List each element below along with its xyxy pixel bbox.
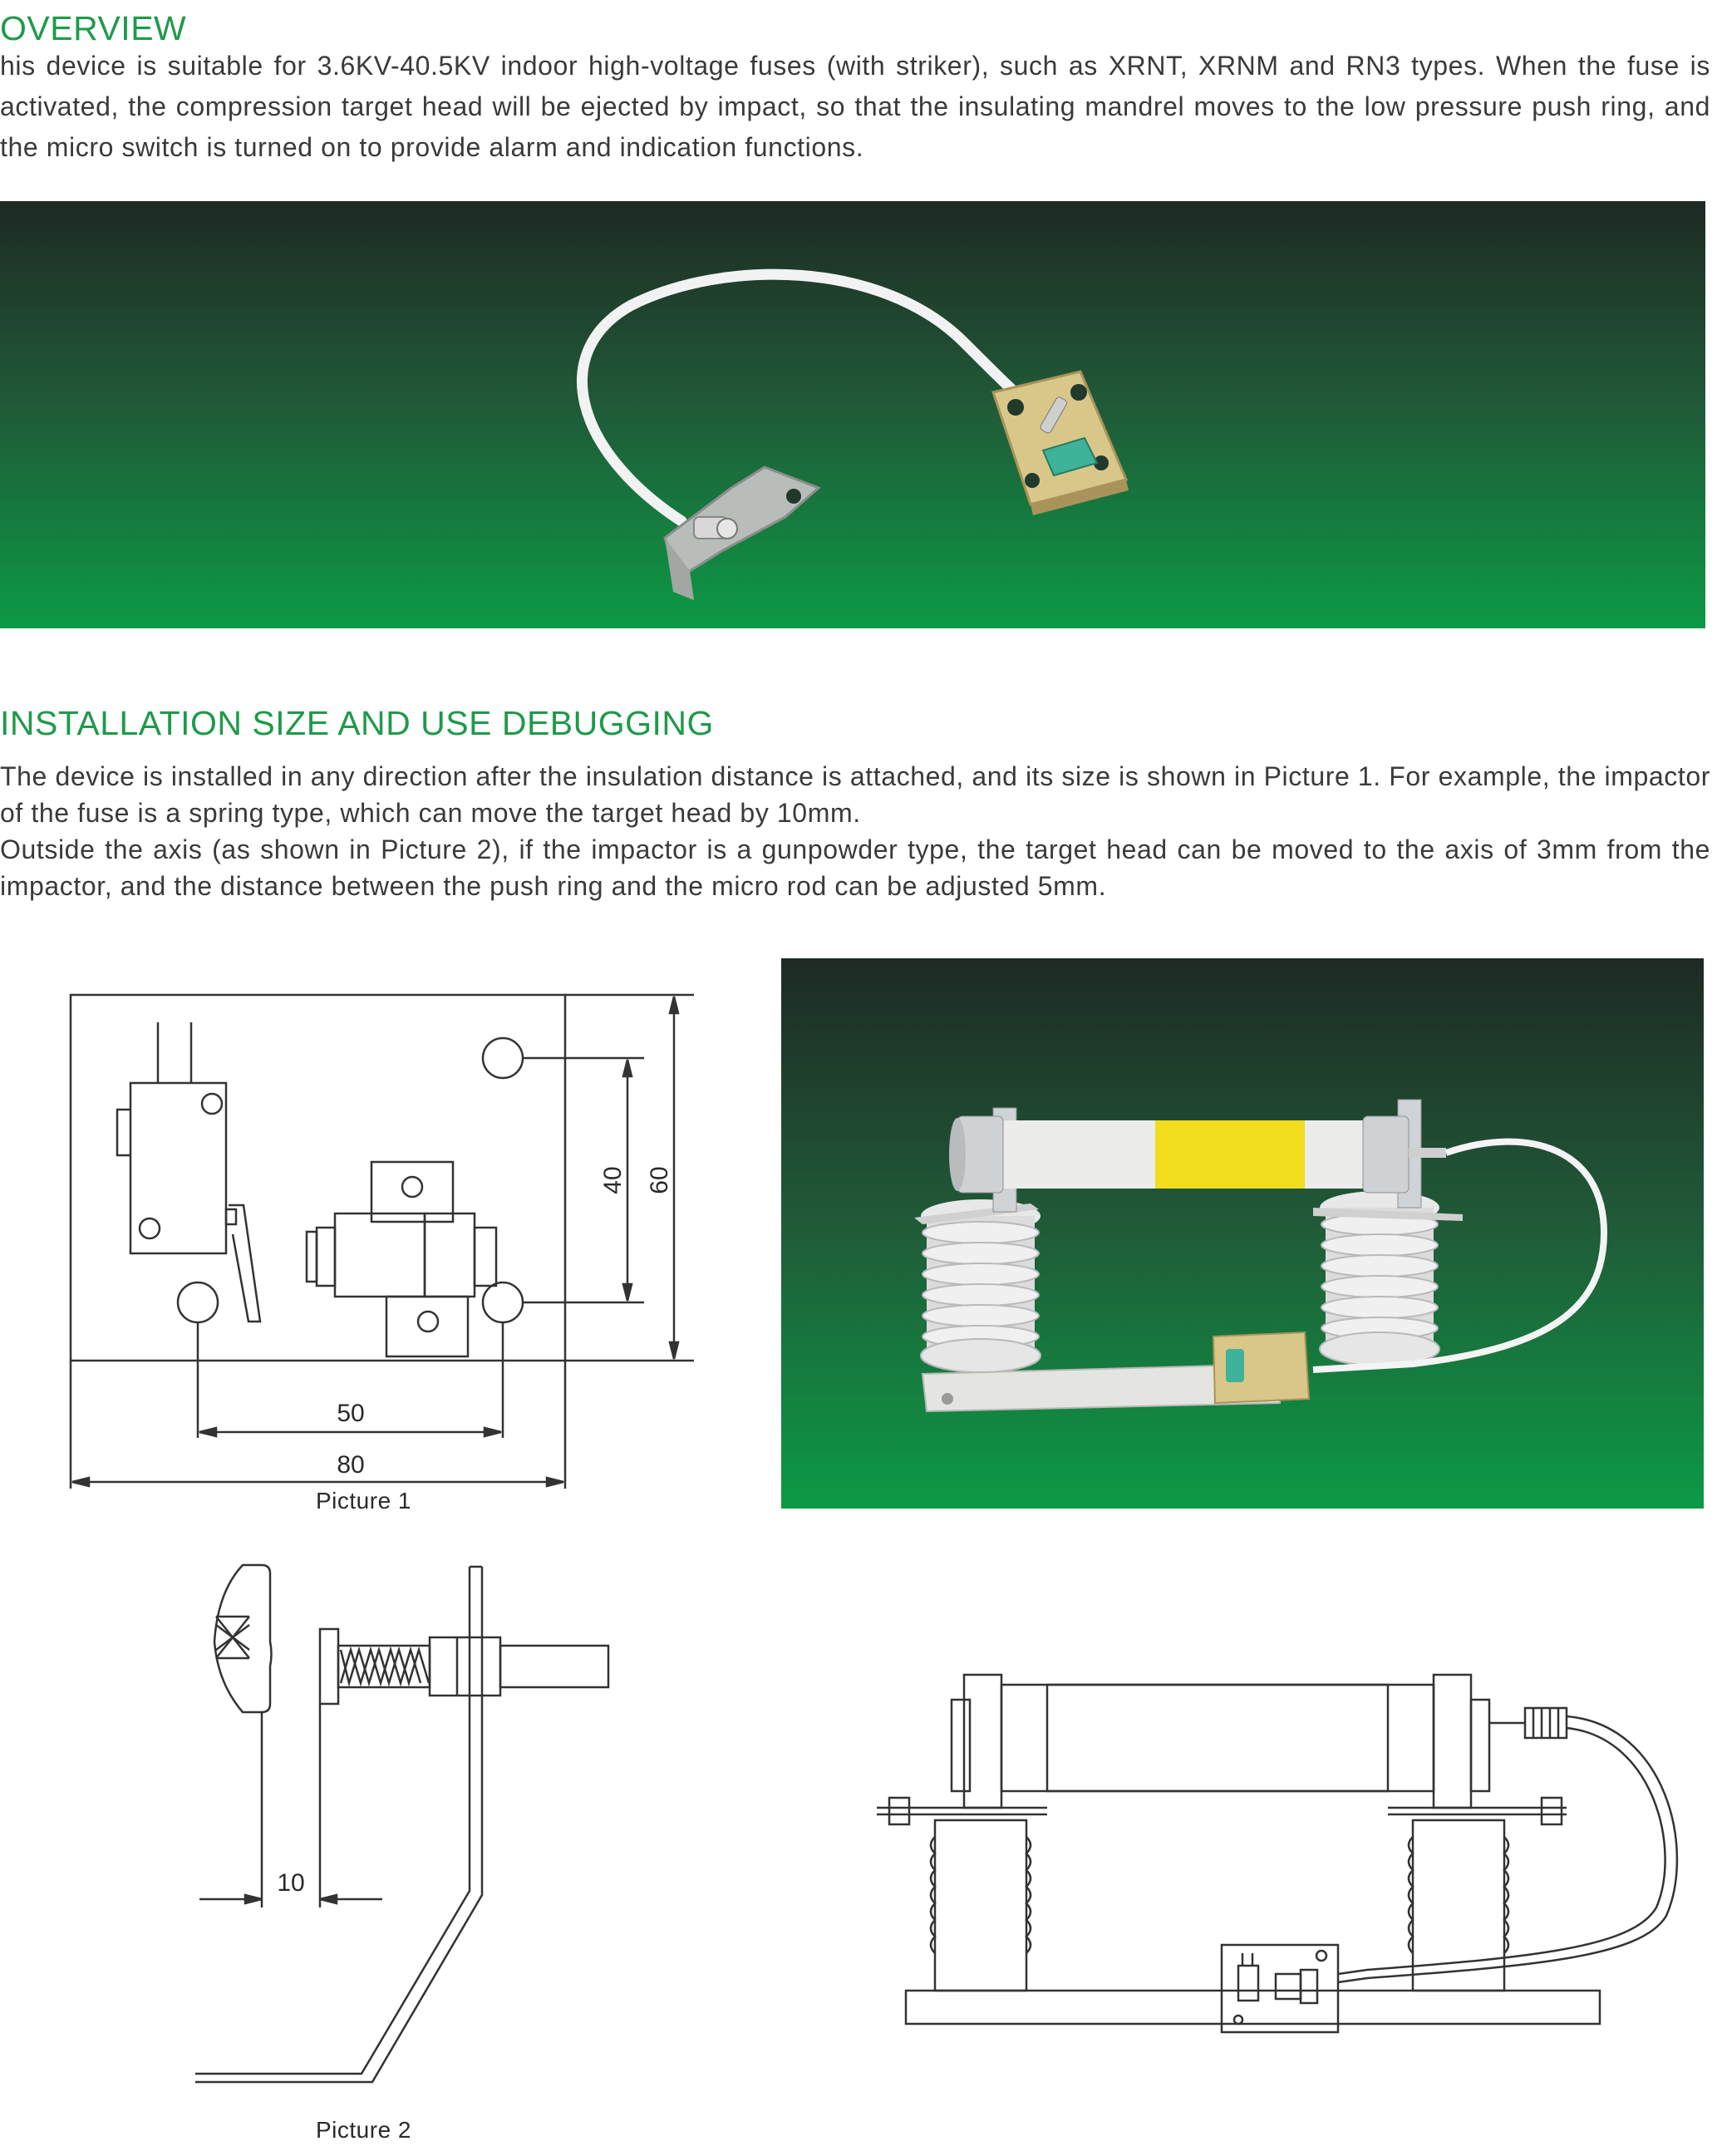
dim-60-label: 60 xyxy=(646,1166,673,1194)
picture-1-drawing xyxy=(62,985,702,1509)
picture-2-drawing xyxy=(183,1558,648,2090)
installation-heading: INSTALLATION SIZE AND USE DEBUGGING xyxy=(0,704,714,742)
picture-2-caption: Picture 2 xyxy=(316,2117,411,2143)
assembly-drawing xyxy=(868,1642,1708,2036)
dim-50-label: 50 xyxy=(337,1400,365,1427)
picture-1-caption: Picture 1 xyxy=(316,1488,411,1514)
dim-40-label: 40 xyxy=(599,1166,627,1194)
dim-80-label: 80 xyxy=(337,1451,365,1479)
installed-fuse-photo xyxy=(781,958,1704,1509)
product-photo xyxy=(0,201,1705,628)
overview-heading: OVERVIEW xyxy=(0,9,187,47)
overview-text: his device is suitable for 3.6KV-40.5KV indoor high-voltage fuses (with striker), such as XRNT, XRNM and RN3 types. When the fuse is activated, the compression target head will be ejected by impact, so that the insulating mandrel moves to the low pressure push ring, and the micro switch is turned on to provide alarm and indication functions. xyxy=(0,51,1710,162)
installation-paragraph-2: Outside the axis (as shown in Picture 2), if the impactor is a gunpowder type, the target head can be moved to the axis of 3mm from the impactor, and the distance between the push ring and the micro rod can be adjusted 5mm. xyxy=(0,834,1710,901)
installation-paragraph-1: The device is installed in any direction after the insulation distance is attached, and its size is shown in Picture 1. For example, the impactor of the fuse is a spring type, which can move the target head by 10mm. xyxy=(0,761,1710,828)
dim-10-label: 10 xyxy=(277,1869,305,1897)
